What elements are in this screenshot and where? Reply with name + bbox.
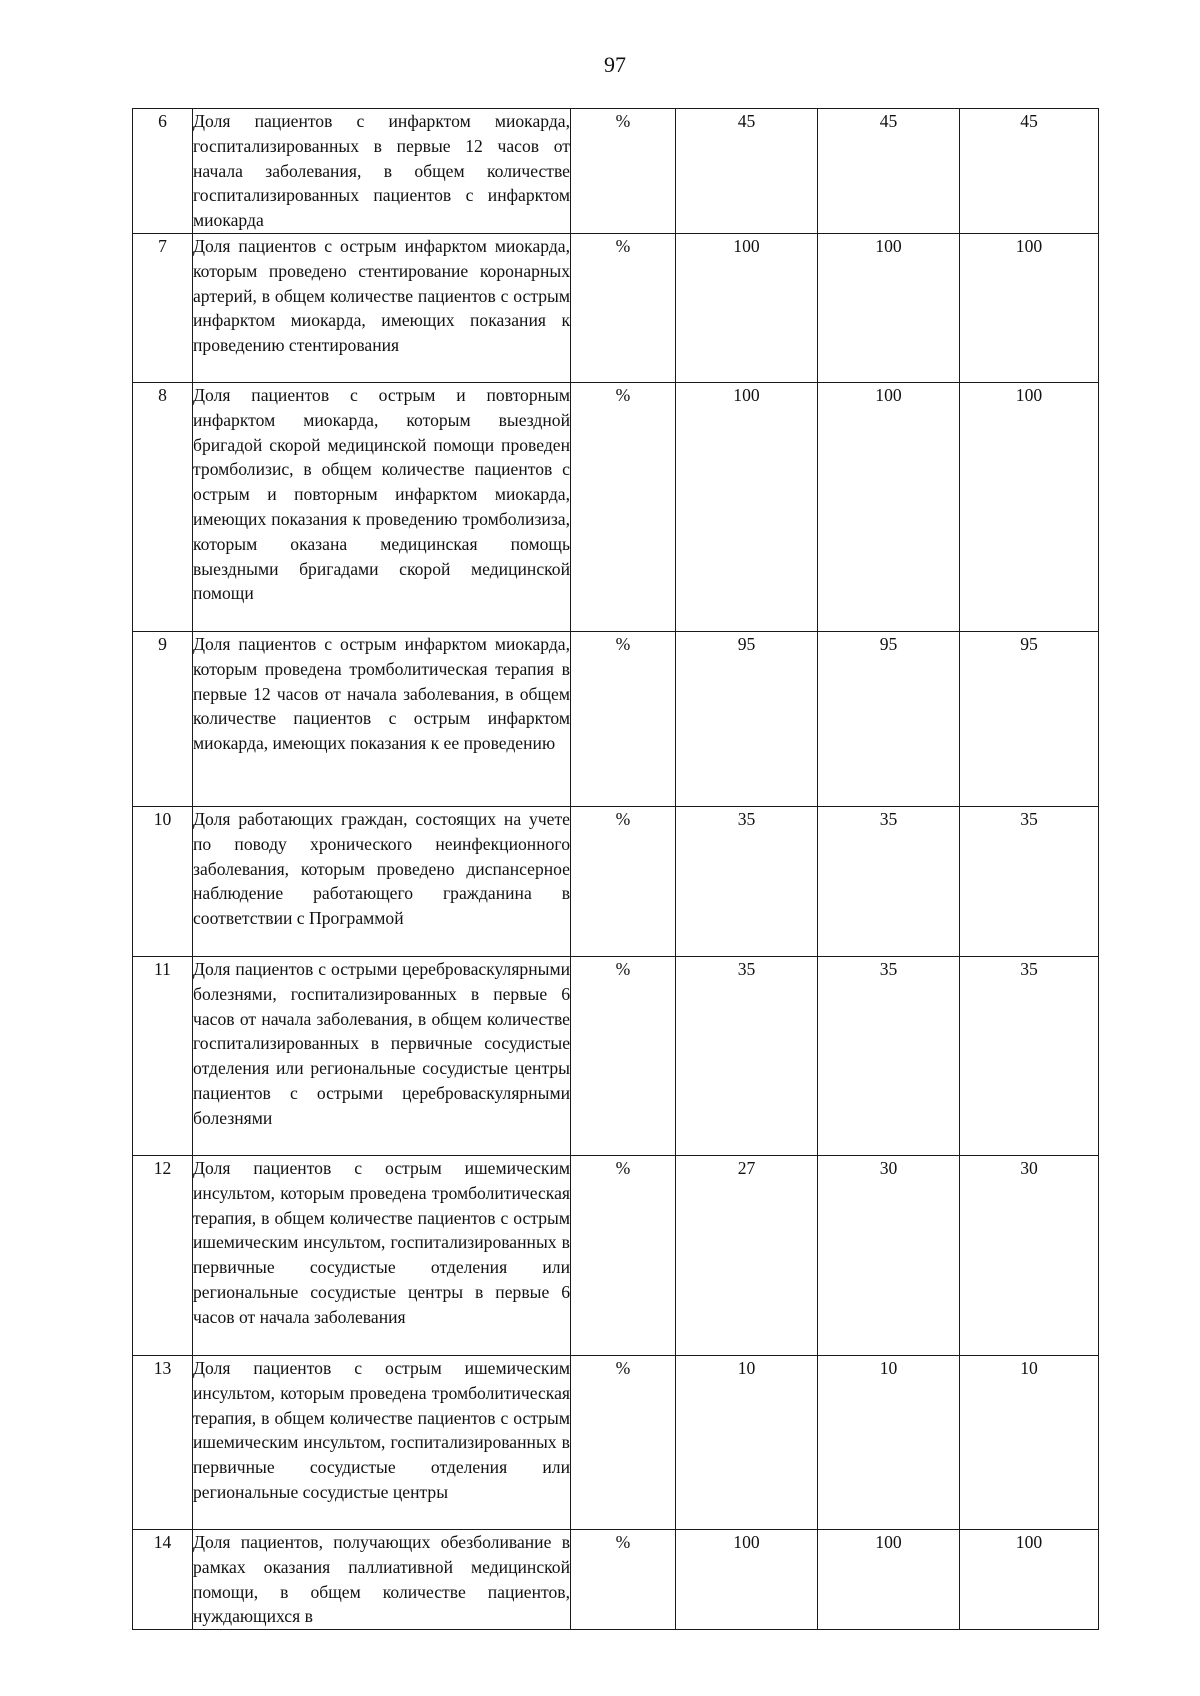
value-cell-1: 95 xyxy=(676,631,818,806)
value-cell-2: 45 xyxy=(818,109,960,234)
unit-cell: % xyxy=(571,1155,676,1355)
value-cell-3: 35 xyxy=(960,806,1099,956)
row-number: 9 xyxy=(133,631,193,806)
value-cell-2: 35 xyxy=(818,806,960,956)
value-cell-1: 10 xyxy=(676,1355,818,1529)
row-number: 6 xyxy=(133,109,193,234)
row-number: 10 xyxy=(133,806,193,956)
row-number: 7 xyxy=(133,233,193,382)
table-row xyxy=(133,631,1099,806)
unit-cell: % xyxy=(571,956,676,1155)
value-cell-3: 100 xyxy=(960,1529,1099,1629)
value-cell-2: 100 xyxy=(818,1529,960,1629)
value-cell-3: 10 xyxy=(960,1355,1099,1529)
value-cell-3: 100 xyxy=(960,382,1099,631)
indicator-description: Доля пациентов с острым ишемическим инсультом, которым проведена тромболитическая терапия, в общем количестве пациентов с острым ишемическим инсультом, госпитализированных в первичные сосудистые отделения или региональные сосудистые центры xyxy=(193,1355,571,1529)
value-cell-2: 100 xyxy=(818,233,960,382)
indicator-description: Доля пациентов, получающих обезболивание в рамках оказания паллиативной медицинской помощи, в общем количестве пациентов, нуждающихся в xyxy=(193,1529,571,1629)
indicator-description: Доля пациентов с острыми цереброваскулярными болезнями, госпитализированных в первые 6 часов от начала заболевания, в общем количестве госпитализированных в первичные сосудистые отделения или региональные сосудистые центры пациентов с острыми цереброваскулярными болезнями xyxy=(193,956,571,1155)
unit-cell: % xyxy=(571,382,676,631)
indicator-description: Доля работающих граждан, состоящих на учете по поводу хронического неинфекционного заболевания, которым проведено диспансерное наблюдение работающего гражданина в соответствии с Программой xyxy=(193,806,571,956)
row-number: 13 xyxy=(133,1355,193,1529)
indicator-description: Доля пациентов с острым и повторным инфарктом миокарда, которым выездной бригадой скорой медицинской помощи проведен тромболизис, в общем количестве пациентов с острым и повторным инфарктом миокарда, имеющих показания к проведению тромболизиза, которым оказана медицинская помощь выездными бригадами скорой медицинской помощи xyxy=(193,382,571,631)
row-number: 8 xyxy=(133,382,193,631)
table-row xyxy=(133,109,1099,234)
value-cell-2: 100 xyxy=(818,382,960,631)
unit-cell: % xyxy=(571,806,676,956)
unit-cell: % xyxy=(571,1355,676,1529)
indicator-description: Доля пациентов с острым инфарктом миокарда, которым проведена тромболитическая терапия в первые 12 часов от начала заболевания, в общем количестве пациентов с острым инфарктом миокарда, имеющих показания к ее проведению xyxy=(193,631,571,806)
indicators-table xyxy=(132,108,1099,1630)
table-row xyxy=(133,1529,1099,1629)
indicator-description: Доля пациентов с острым инфарктом миокарда, которым проведено стентирование коронарных артерий, в общем количестве пациентов с острым инфарктом миокарда, имеющих показания к проведению стентирования xyxy=(193,233,571,382)
value-cell-2: 10 xyxy=(818,1355,960,1529)
unit-cell: % xyxy=(571,109,676,234)
row-number: 12 xyxy=(133,1155,193,1355)
unit-cell: % xyxy=(571,631,676,806)
value-cell-2: 95 xyxy=(818,631,960,806)
value-cell-3: 35 xyxy=(960,956,1099,1155)
indicator-description: Доля пациентов с острым ишемическим инсультом, которым проведена тромболитическая терапия, в общем количестве пациентов с острым ишемическим инсультом, госпитализированных в первичные сосудистые отделения или региональные сосудистые центры в первые 6 часов от начала заболевания xyxy=(193,1155,571,1355)
table-row xyxy=(133,1155,1099,1355)
row-number: 11 xyxy=(133,956,193,1155)
value-cell-1: 35 xyxy=(676,806,818,956)
unit-cell: % xyxy=(571,1529,676,1629)
value-cell-1: 27 xyxy=(676,1155,818,1355)
table-row xyxy=(133,806,1099,956)
value-cell-1: 35 xyxy=(676,956,818,1155)
unit-cell: % xyxy=(571,233,676,382)
value-cell-2: 35 xyxy=(818,956,960,1155)
indicator-description: Доля пациентов с инфарктом миокарда, госпитализированных в первые 12 часов от начала заболевания, в общем количестве госпитализированных пациентов с инфарктом миокарда xyxy=(193,109,571,234)
value-cell-1: 100 xyxy=(676,233,818,382)
table-row xyxy=(133,233,1099,382)
value-cell-3: 95 xyxy=(960,631,1099,806)
value-cell-1: 45 xyxy=(676,109,818,234)
table-row xyxy=(133,1355,1099,1529)
table-row xyxy=(133,382,1099,631)
value-cell-1: 100 xyxy=(676,1529,818,1629)
value-cell-1: 100 xyxy=(676,382,818,631)
table-row xyxy=(133,956,1099,1155)
row-number: 14 xyxy=(133,1529,193,1629)
value-cell-2: 30 xyxy=(818,1155,960,1355)
value-cell-3: 30 xyxy=(960,1155,1099,1355)
page-number: 97 xyxy=(604,52,626,77)
value-cell-3: 100 xyxy=(960,233,1099,382)
value-cell-3: 45 xyxy=(960,109,1099,234)
